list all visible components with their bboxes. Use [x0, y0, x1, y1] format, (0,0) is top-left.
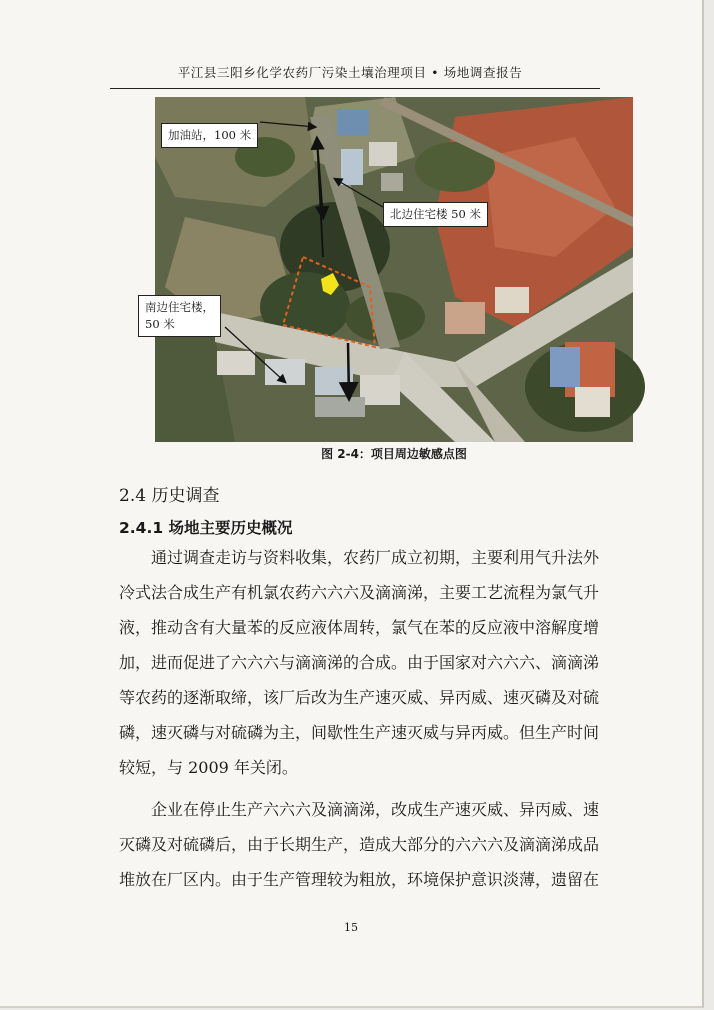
callout-gas-station: 加油站，100 米	[161, 123, 258, 148]
callout-north-residence: 北边住宅楼 50 米	[383, 202, 488, 227]
section-heading: 2.4 历史调查	[119, 486, 220, 506]
paragraph-line: 等农药的逐渐取缔，该厂后改为生产速灭威、异丙威、速灭磷及对硫	[119, 688, 600, 707]
callout-south-line1: 南边住宅楼，	[145, 300, 214, 314]
paragraph-line: 液，推动含有大量苯的反应液体周转，氯气在苯的反应液中溶解度增	[119, 618, 600, 637]
header-rule	[110, 88, 600, 89]
subsection-heading: 2.4.1 场地主要历史概况	[119, 519, 293, 537]
paragraph-1	[119, 540, 639, 785]
figure-caption: 图 2-4：项目周边敏感点图	[321, 447, 467, 461]
paragraph-line: 通过调查走访与资料收集，农药厂成立初期，主要利用气升法外	[119, 548, 600, 567]
paragraph-line: 企业在停止生产六六六及滴滴涕，改成生产速灭威、异丙威、速	[119, 800, 600, 819]
satellite-map-figure	[145, 97, 633, 442]
paragraph-line: 灭磷及对硫磷后，由于长期生产，造成大部分的六六六及滴滴涕成品	[119, 835, 600, 854]
page-header-title: 平江县三阳乡化学农药厂污染土壤治理项目 • 场地调查报告	[177, 65, 523, 80]
paragraph-line: 磷，速灭磷与对硫磷为主，间歇性生产速灭威与异丙威。但生产时间	[119, 723, 600, 742]
satellite-map-image	[155, 97, 633, 442]
paragraph-line: 堆放在厂区内。由于生产管理较为粗放，环境保护意识淡薄，遗留在	[119, 870, 600, 889]
callout-south-residence	[138, 295, 221, 337]
page-number: 15	[344, 921, 358, 934]
paragraph-2	[119, 792, 639, 897]
callout-south-line2: 50 米	[145, 317, 175, 331]
paragraph-line: 较短，与 2009 年关闭。	[119, 758, 298, 777]
paragraph-line: 冷式法合成生产有机氯农药六六六及滴滴涕，主要工艺流程为氯气升	[119, 583, 600, 602]
paragraph-line: 加，进而促进了六六六与滴滴涕的合成。由于国家对六六六、滴滴涕	[119, 653, 600, 672]
